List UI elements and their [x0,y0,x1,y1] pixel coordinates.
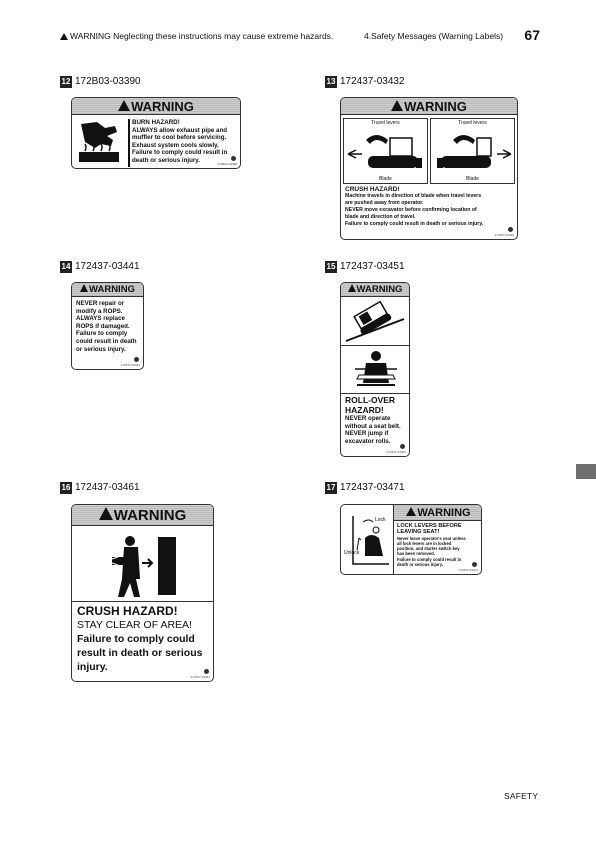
section-tab-marker [576,464,596,479]
heading-text: WARNING [131,99,194,114]
dot-icon [204,669,209,674]
sign-line: muffler to cool before servicing. [132,134,227,141]
label-number-badge: 15 [326,262,336,271]
heading-text: WARNING [417,507,471,519]
travel-panel-left [343,118,428,184]
label-16-title [60,482,140,494]
blade-label: Blade [379,176,392,182]
dot-icon [400,444,405,449]
sign-heading [72,283,143,297]
dot-icon [472,562,477,567]
sign-code: 172437-03432 [494,233,514,237]
excavator-travel-icon [346,128,426,174]
sign-heading [72,98,240,115]
sign-text [77,604,202,674]
heading-text: WARNING [404,99,467,114]
part-number: 172437-03451 [340,261,405,272]
header-warning-text: WARNING Neglecting these instructions may cause extreme hazards. [70,31,334,41]
sign-text [76,300,137,353]
sign-line: Failure to comply could [77,633,195,645]
sign-line: STAY CLEAR OF AREA! [77,619,192,631]
warning-triangle-icon [406,507,416,516]
sign-code: 172437-03471 [458,568,478,572]
sign-code: 172B03-03390 [217,162,237,166]
part-number: 172437-03432 [340,76,405,87]
sign-line: without a seat belt. [345,422,401,430]
excavator-rollover-icon [344,299,406,343]
sign-line: ALWAYS allow exhaust pipe and [132,126,228,134]
sign-line: NEVER move excavator before confirming location of [345,207,477,213]
sign-line: death or serious injury. [397,561,443,567]
label-13-title [325,76,405,88]
footer-section: SAFETY [504,791,539,801]
section-title: 4.Safety Messages (Warning Labels) [364,31,504,41]
divider [72,601,213,602]
label-number-badge: 17 [326,483,336,492]
warning-sign-crush [71,504,214,682]
blade-label: Blade [466,176,479,182]
warning-sign-travel [340,97,518,240]
warning-triangle-icon [348,284,356,292]
sign-text [345,186,483,228]
dot-icon [508,227,513,232]
divider [128,119,130,167]
label-number-badge: 14 [61,262,71,271]
label-15-title [325,261,405,273]
sign-line: Exhaust system cools slowly. [132,141,219,149]
sign-line: has been removed. [397,551,435,557]
sign-line: ROLL-OVER [345,395,396,405]
warning-sign-rollover [340,282,410,457]
sign-line: Failure to comply could result in [397,556,462,562]
warning-triangle-icon [99,507,113,520]
warning-triangle-icon [118,100,130,111]
heading-text: WARNING [356,284,403,295]
warning-triangle-icon [391,100,403,111]
sign-line: excavator rolls. [345,437,391,445]
sign-heading [72,505,213,526]
sign-line: NEVER operate [345,415,391,422]
sign-line: HAZARD! [345,404,384,415]
crush-hazard-person-icon [108,533,180,599]
sign-line: all lock levers are in locked [397,541,452,547]
sign-line: CRUSH HAZARD! [77,604,178,618]
sign-line: modify a ROPS. [76,307,123,315]
sign-line: injury. [77,661,108,673]
sign-line: NEVER repair or [76,300,125,307]
sign-text [397,523,466,567]
sign-line: Failure to comply could result in [132,149,228,156]
page-number: 67 [524,27,540,43]
sign-line: ROPS if damaged. [76,322,130,330]
hot-surface-hand-icon [75,118,123,166]
sign-code: 172437-03461 [190,675,210,679]
sign-line: ALWAYS replace [76,315,125,323]
warning-sign-lock-levers [340,504,482,575]
heading-text: WARNING [89,284,135,295]
page-header [60,28,540,44]
sign-heading [341,98,517,115]
part-number: 172437-03461 [75,482,140,493]
sign-line: could result in death [76,337,137,345]
sign-line: Failure to comply [76,330,128,338]
sign-line: are pushed away from operator. [345,200,424,206]
warning-triangle-icon [60,33,68,40]
part-number: 172437-03441 [75,261,140,272]
sign-line: result in death or serious [77,647,203,659]
part-number: 172437-03471 [340,482,405,493]
sign-line: position, and starter switch key [397,546,460,552]
excavator-travel-icon [433,128,513,174]
header-warning [60,31,333,41]
seat-belt-operator-icon [349,349,403,393]
dot-icon [231,156,236,161]
sign-line: Never leave operator's seat unless [397,535,466,541]
label-17-title [325,482,405,494]
travel-levers-label: Travel levers [458,120,487,126]
sign-code: 172437-03451 [386,450,406,454]
label-14-title [60,261,140,273]
sign-line: NEVER jump if [345,430,389,438]
heading-text: WARNING [113,507,187,524]
label-number-badge: 13 [326,77,336,86]
travel-levers-label: Travel levers [371,120,400,126]
sign-code: 172437-03441 [120,363,140,367]
divider [341,393,409,394]
sign-heading [394,505,482,521]
sign-line: Failure to comply could result in death or serious injury. [345,221,484,227]
dot-icon [134,357,139,362]
sign-heading [341,283,409,297]
sign-line: BURN HAZARD! [132,119,180,126]
warning-sign-rops [71,282,144,370]
sign-text [132,119,227,164]
unlock-label: Unlock [344,550,360,556]
travel-panel-right [430,118,515,184]
sign-text [345,396,401,445]
sign-line: LOCK LEVERS BEFORE [397,523,462,529]
lock-label: Lock [375,517,386,523]
divider [341,345,409,346]
warning-sign-burn [71,97,241,169]
sign-line: CRUSH HAZARD! [345,186,400,193]
label-number-badge: 16 [61,483,71,492]
sign-line: Machine travels in direction of blade when travel levers [345,193,482,199]
sign-line: blade and direction of travel. [345,214,416,220]
label-12-title [60,76,141,88]
label-number-badge: 12 [61,77,71,86]
part-number: 172B03-03390 [75,76,141,87]
warning-triangle-icon [80,284,88,292]
sign-line: LEAVING SEAT! [397,529,440,536]
sign-line: death or serious injury. [132,156,200,164]
sign-line: or serious injury. [76,345,126,353]
